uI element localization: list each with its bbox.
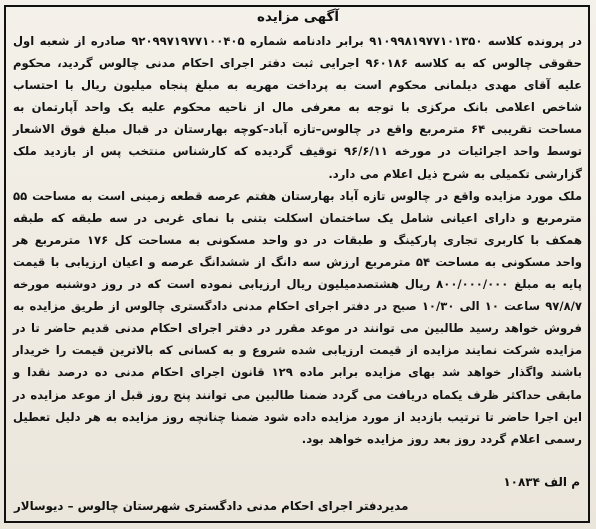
signature-line: مدیردفتر اجرای احکام مدنی دادگستری شهرستان چالوس – دیوسالار bbox=[14, 499, 409, 513]
notice-paragraph-property: ملک مورد مزایده واقع در چالوس تازه آباد بهارستان هفتم عرصه قطعه زمینی است به مساحت ۵۵ مترمربع و دارای اعیانی شامل یک ساختمان اسکلت بتنی با نمای غربی در سه طبقه که طبقه همکف با کاربری تجاری پارکینگ و طبقات در دو واحد مسکونی به مساحت کل ۱۷۶ مترمربع هر واحد مسکونی به مساحت ۵۴ مترمربع ارزش سه دانگ از ششدانگ عرصه و اعیان ارزیابی با قیمت پایه به مبلغ ۸۰۰/۰۰۰/۰۰۰ ریال هشتصدمیلیون ریال ارزیابی نموده است که در روز دوشنبه مورخه ۹۷/۸/۷ ساعت ۱۰ الی ۱۰/۳۰ صبح در دفتر اجرای احکام مدنی دادگستری چالوس از طریق مزایده به فروش خواهد رسید طالبین می توانند در موعد مقرر در دفتر اجرای احکام مدنی قدیم حاضر تا در مزایده شرکت نمایند مزایده از قیمت ارزیابی شده شروع و به کسانی که بالاترین قیمت را خریدار باشند واگذار خواهد شد بهای مزایده برابر ماده ۱۲۹ قانون اجرای احکام مدنی ده درصد نقدا و مابقی حداکثر ظرف یکماه دریافت می گردد ضمنا طالبین می توانند پنج روز قبل از موعد مزایده در این اجرا حاضر تا ترتیب بازدید از مورد مزایده داده شود ضمنا چنانچه روز مزایده به هر دلیل تعطیل رسمی اعلام گردد روز بعد روز مزایده خواهد بود. bbox=[13, 188, 582, 446]
notice-title: آگهی مزایده bbox=[257, 9, 339, 25]
reference-number: م الف ۱۰۸۳۴ bbox=[503, 475, 580, 489]
notice-body bbox=[13, 30, 582, 450]
notice-paragraph-case: در پرونده کلاسه ۹۱۰۹۹۸۱۹۷۷۱۰۱۳۵۰ برابر دادنامه شماره ۹۲۰۹۹۷۱۹۷۷۱۰۰۴۰۵ صادره از شعبه اول حقوقی چالوس که به کلاسه ۹۶۰۱۸۶ اجرایی ثبت دفتر اجرای احکام مدنی چالوس گردید، محکوم علیه آقای مهدی دیلمانی محکوم است به پرداخت مهریه به مبلغ پنجاه میلیون ریال با احتساب شاخص اعلامی بانک مرکزی با توجه به معرفی مال از ناحیه محکوم علیه یک واحد آپارتمان به مساحت تقریبی ۶۴ مترمربع واقع در چالوس–تازه آباد–کوچه بهارستان در قبال مبلغ فوق الاشعار توسط واحد اجرائیات در مورخه ۹۶/۶/۱۱ توقیف گردیده که کارشناس منتخب پس از بازدید ملک گزارشی تکمیلی به شرح ذیل اعلام می دارد. bbox=[13, 34, 583, 181]
